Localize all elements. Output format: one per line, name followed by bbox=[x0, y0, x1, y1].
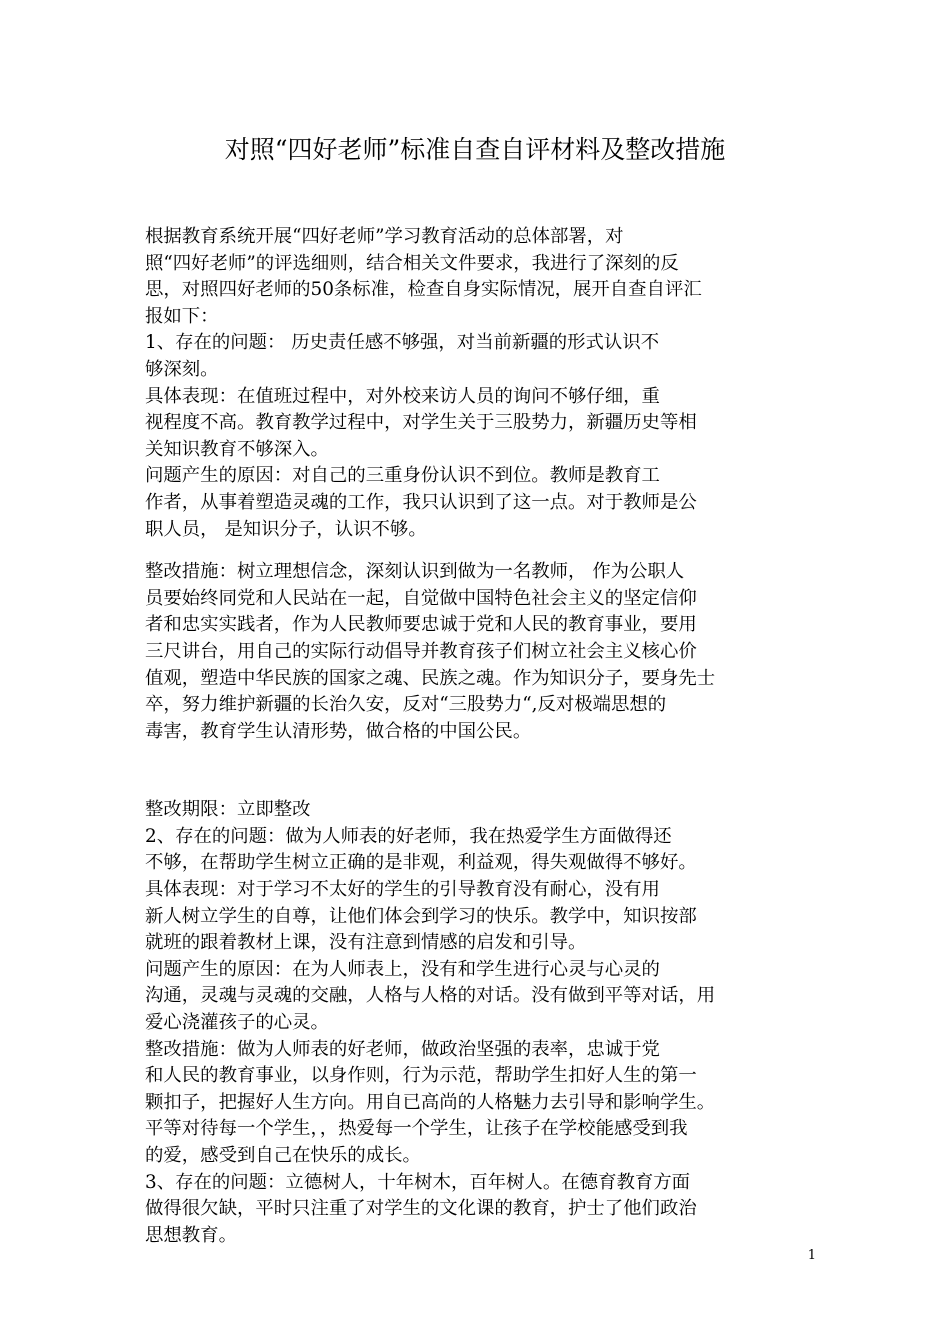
issue-2-cause-line-1: 问题产生的原因：在为人师表上，没有和学生进行心灵与心灵的 bbox=[145, 958, 660, 980]
paragraph-intro-line-3: 思，对照四好老师的50条标准，检查自身实际情况，展开自查自评汇 bbox=[145, 279, 702, 301]
page-number: 1 bbox=[807, 1248, 816, 1263]
document-body bbox=[145, 224, 807, 1249]
issue-1-manifestation-line-2: 视程度不高。教育教学过程中，对学生关于三股势力，新疆历史等相 bbox=[145, 412, 697, 434]
issue-1-measure-line-1: 整改措施：树立理想信念，深刻认识到做为一名教师， 作为公职人 bbox=[145, 561, 685, 583]
issue-2-manifestation-line-1: 具体表现：对于学习不太好的学生的引导教育没有耐心，没有用 bbox=[145, 879, 660, 901]
paragraph-intro-line-2: 照“四好老师”的评选细则，结合相关文件要求，我进行了深刻的反 bbox=[145, 252, 679, 274]
paragraph-intro-line-1: 根据教育系统开展“四好老师”学习教育活动的总体部署，对 bbox=[145, 226, 624, 247]
issue-2-cause-line-2: 沟通，灵魂与灵魂的交融，人格与人格的对话。没有做到平等对话，用 bbox=[145, 985, 716, 1007]
issue-1-line-2: 够深刻。 bbox=[145, 358, 219, 380]
paragraph-spacer bbox=[145, 745, 807, 797]
issue-2-line-2: 不够，在帮助学生树立正确的是非观，利益观，得失观做得不够好。 bbox=[145, 852, 697, 874]
issue-1-cause-line-2: 作者，从事着塑造灵魂的工作，我只认识到了这一点。对于教师是公 bbox=[145, 491, 697, 513]
issue-3-line-1: 3、存在的问题：立德树人，十年树木，百年树人。在德育教育方面 bbox=[145, 1171, 691, 1193]
issue-1-manifestation-line-1: 具体表现：在值班过程中，对外校来访人员的询问不够仔细，重 bbox=[145, 385, 660, 407]
issue-1-measure-line-7: 毒害，教育学生认清形势，做合格的中国公民。 bbox=[145, 720, 532, 742]
issue-3-line-3: 思想教育。 bbox=[145, 1224, 237, 1246]
issue-2-measure-line-4: 平等对待每一个学生，，热爱每一个学生，让孩子在学校能感受到我 bbox=[145, 1118, 688, 1140]
issue-1-line-1: 1、存在的问题： 历史责任感不够强，对当前新疆的形式认识不 bbox=[145, 332, 660, 354]
paragraph-intro-line-4: 报如下： bbox=[145, 305, 219, 327]
issue-1-cause-line-3: 职人员， 是知识分子，认识不够。 bbox=[145, 518, 427, 540]
paragraph-spacer bbox=[145, 543, 807, 559]
issue-1-measure-line-2: 员要始终同党和人民站在一起，自觉做中国特色社会主义的坚定信仰 bbox=[145, 587, 697, 609]
issue-1-deadline-line: 整改期限：立即整改 bbox=[145, 799, 311, 821]
issue-2-measure-line-1: 整改措施：做为人师表的好老师，做政治坚强的表率，忠诚于党 bbox=[145, 1038, 660, 1060]
issue-2-measure-line-2: 和人民的教育事业，以身作则，行为示范，帮助学生扣好人生的第一 bbox=[145, 1065, 697, 1087]
issue-2-cause-line-3: 爱心浇灌孩子的心灵。 bbox=[145, 1012, 329, 1034]
issue-1-measure-line-3: 者和忠实实践者，作为人民教师要忠诚于党和人民的教育事业，要用 bbox=[145, 614, 697, 636]
issue-1-measure-line-6: 卒，努力维护新疆的长治久安，反对“三股势力“,反对极端思想的 bbox=[145, 694, 667, 716]
issue-2-manifestation-line-2: 新人树立学生的自尊，让他们体会到学习的快乐。教学中，知识按部 bbox=[145, 905, 697, 927]
issue-1-manifestation-line-3: 关知识教育不够深入。 bbox=[145, 438, 329, 460]
issue-2-measure-line-5: 的爱，感受到自己在快乐的成长。 bbox=[145, 1145, 421, 1166]
issue-2-line-1: 2、存在的问题：做为人师表的好老师，我在热爱学生方面做得还 bbox=[145, 825, 672, 847]
issue-1-measure-line-5: 值观，塑造中华民族的国家之魂、民族之魂。作为知识分子，要身先士 bbox=[145, 667, 716, 689]
issue-2-measure-line-3: 颗扣子，把握好人生方向。用自已高尚的人格魅力去引导和影响学生。 bbox=[145, 1091, 716, 1113]
issue-1-cause-line-1: 问题产生的原因：对自己的三重身份认识不到位。教师是教育工 bbox=[145, 465, 660, 487]
issue-2-manifestation-line-3: 就班的跟着教材上课，没有注意到情感的启发和引导。 bbox=[145, 932, 587, 954]
document-title: 对照“四好老师”标准自查自评材料及整改措施 bbox=[224, 135, 726, 164]
issue-1-measure-line-4: 三尺讲台，用自己的实际行动倡导并教育孩子们树立社会主义核心价 bbox=[145, 640, 697, 662]
issue-3-line-2: 做得很欠缺，平时只注重了对学生的文化课的教育，护士了他们政治 bbox=[145, 1198, 697, 1220]
